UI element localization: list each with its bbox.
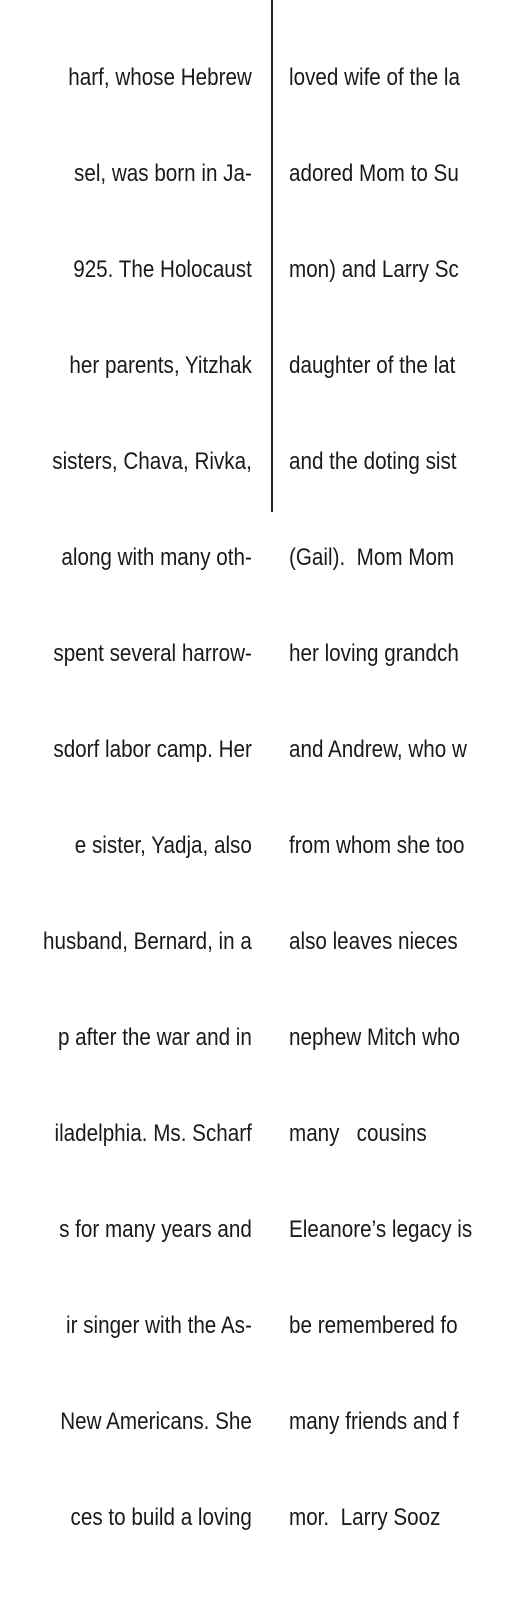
left-column-line: p after the war and in [58,1024,252,1051]
right-column-line: and the doting sist [289,448,457,475]
right-column-line: loved wife of the la [289,64,460,91]
right-column-line: daughter of the lat [289,352,456,379]
right-column-line: (Gail). Mom Mom [289,544,455,571]
column-divider [271,0,273,512]
left-column-line: sel, was born in Ja- [74,160,252,187]
left-column-line: 925. The Holocaust [73,256,253,283]
right-column-line: her loving grandch [289,640,459,667]
left-column-line: e sister, Yadja, also [74,832,252,859]
right-column-line: be remembered fo [289,1312,458,1339]
left-column-line: husband, Bernard, in a [43,928,252,955]
right-column-line: many friends and f [289,1408,459,1435]
right-column [289,0,472,1598]
left-column-line: harf, whose Hebrew [68,64,252,91]
right-column-line: Eleanore’s legacy is [289,1216,473,1243]
right-column-line: mon) and Larry Sc [289,256,459,283]
right-column-line: nephew Mitch who [289,1024,460,1051]
left-column-line: spent several harrow- [53,640,252,667]
right-column-line: mor. Larry Sooz [289,1504,441,1531]
right-column-line: and Andrew, who w [289,736,467,763]
left-column [43,0,252,1598]
left-column-line: iladelphia. Ms. Scharf [54,1120,252,1147]
left-column-line: New Americans. She [60,1408,252,1435]
right-column-line: also leaves nieces [289,928,458,955]
right-column-line: from whom she too [289,832,465,859]
left-column-line: her parents, Yitzhak [69,352,252,379]
left-column-line: ces to build a loving [70,1504,252,1531]
left-column-line: s for many years and [59,1216,253,1243]
left-column-line: sisters, Chava, Rivka, [52,448,252,475]
right-column-line: adored Mom to Su [289,160,459,187]
left-column-line: ir singer with the As- [66,1312,252,1339]
left-column-line: along with many oth- [61,544,252,571]
right-column-line: many cousins [289,1120,427,1147]
left-column-line: sdorf labor camp. Her [53,736,252,763]
